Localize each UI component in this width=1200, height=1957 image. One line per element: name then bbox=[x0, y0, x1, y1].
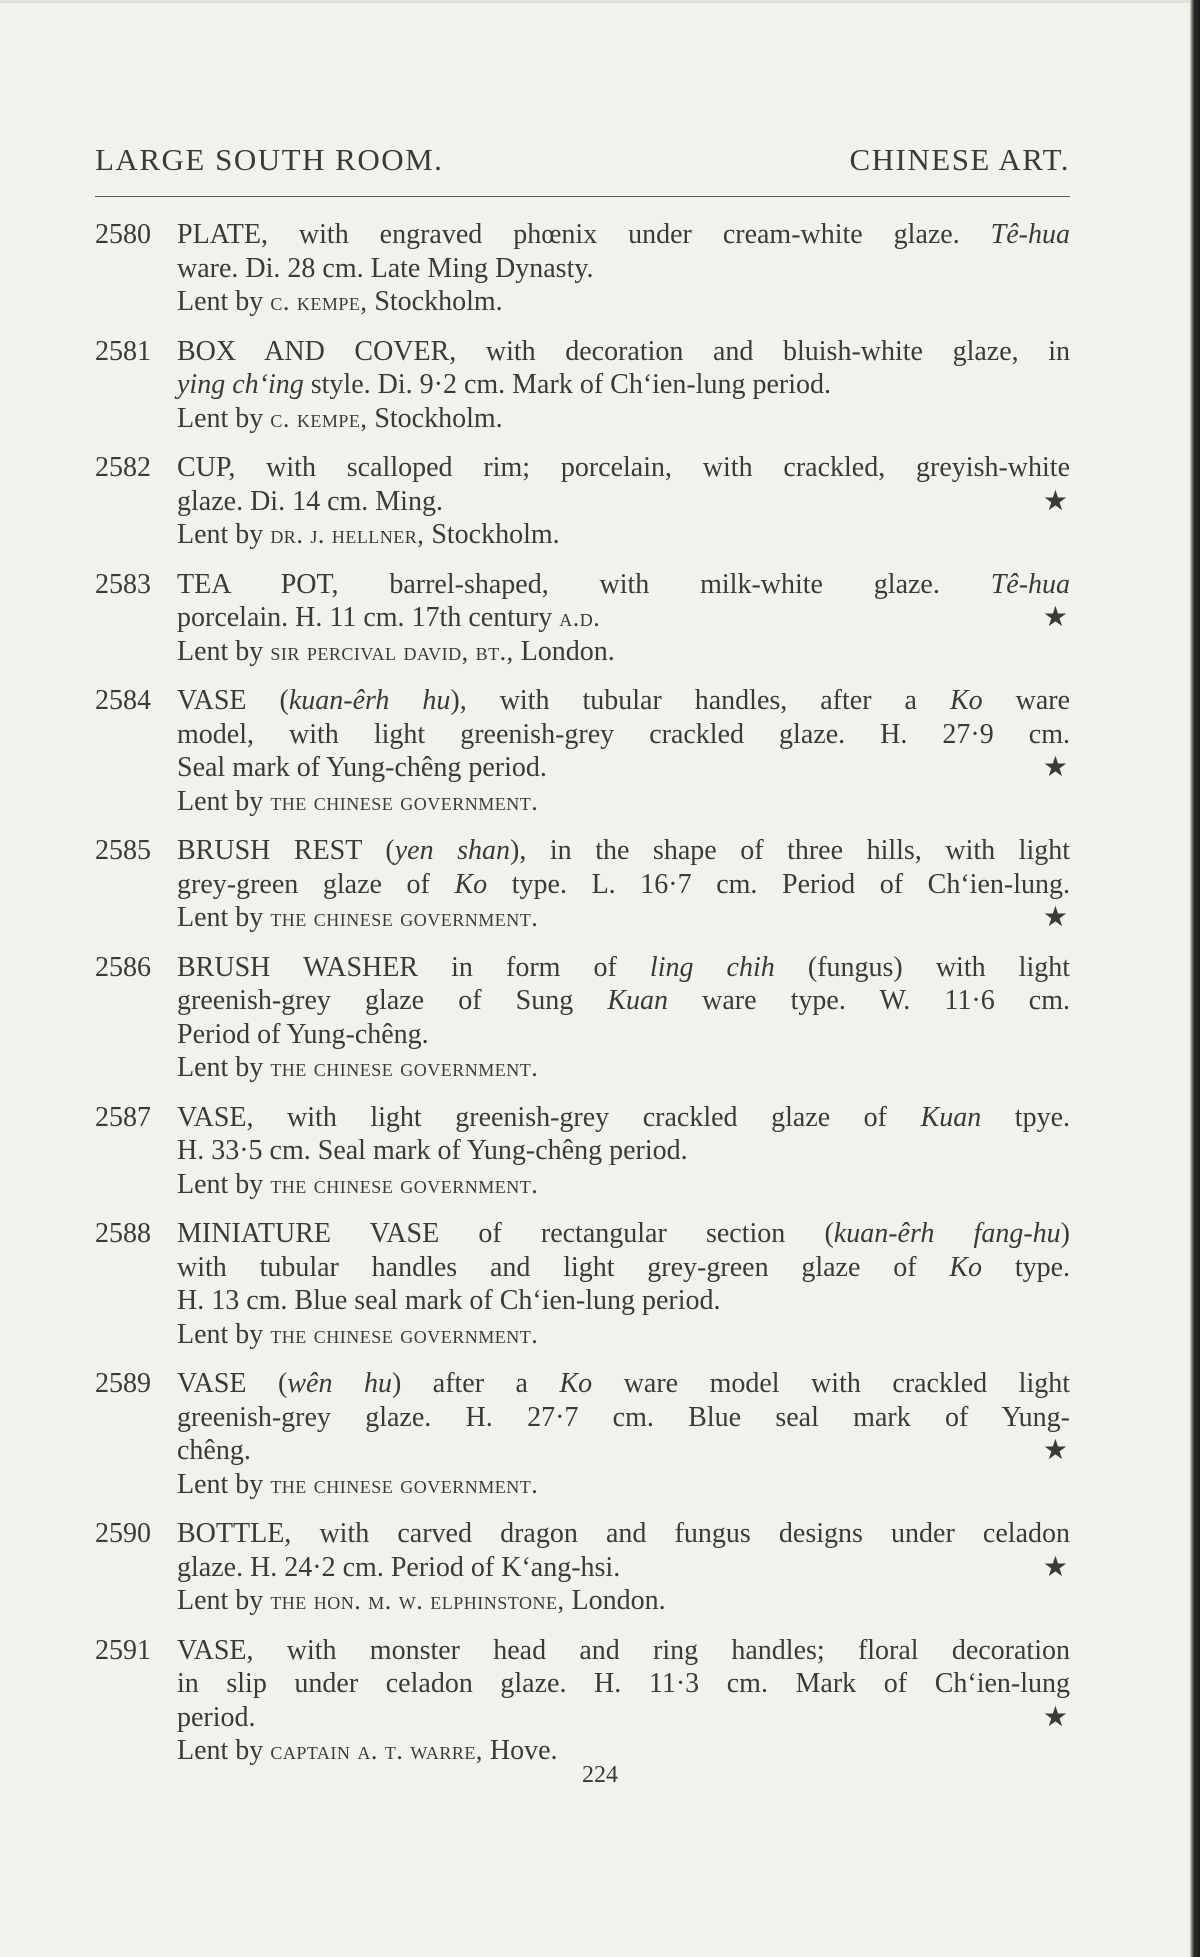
lender-name: the chinese government. bbox=[270, 1319, 539, 1349]
entry-italic: Tê-hua bbox=[990, 568, 1071, 600]
lent-by: Lent by bbox=[177, 1168, 264, 1200]
entry-line bbox=[177, 984, 1070, 1018]
star-icon: ★ bbox=[1042, 752, 1068, 783]
entry-line: BOTTLE, with carved dragon and fungus designs under celadon bbox=[177, 1518, 1070, 1549]
running-head-right: CHINESE ART. bbox=[849, 142, 1070, 177]
entry-text: porcelain. H. 11 cm. 17th century bbox=[177, 602, 553, 633]
lent-by: Lent by bbox=[177, 1585, 264, 1616]
entry-number: 2580 bbox=[95, 219, 151, 250]
entry-number: 2584 bbox=[95, 685, 151, 716]
entry-2581 bbox=[95, 335, 1070, 436]
star-icon: ★ bbox=[1042, 1701, 1068, 1733]
lender-name: the chinese government. bbox=[270, 786, 539, 816]
entry-line bbox=[177, 1434, 1070, 1468]
entry-2589 bbox=[95, 1367, 1070, 1501]
entry-2587 bbox=[95, 1101, 1070, 1202]
entry-lender bbox=[177, 785, 1070, 819]
lender-name: the chinese government. bbox=[270, 1053, 539, 1082]
star-icon: ★ bbox=[1042, 1435, 1068, 1466]
entry-italic: kuan-êrh fang-hu bbox=[833, 1218, 1061, 1249]
page-top-edge bbox=[0, 0, 1190, 3]
lender-place: Stockholm. bbox=[431, 519, 560, 550]
entry-line: ware. Di. 28 cm. Late Ming Dynasty. bbox=[177, 252, 594, 284]
entry-text: Seal mark of Yung-chêng period. bbox=[177, 752, 547, 783]
entry-2591 bbox=[95, 1634, 1070, 1768]
entry-italic: Ko bbox=[949, 1251, 983, 1283]
star-icon: ★ bbox=[1042, 902, 1068, 933]
entry-line bbox=[177, 485, 1070, 519]
lent-by: Lent by bbox=[177, 1735, 264, 1766]
entry-text: BRUSH WASHER in form of bbox=[177, 951, 617, 983]
entry-text: BRUSH REST ( bbox=[177, 835, 395, 866]
entry-text: glaze. Di. 14 cm. Ming. bbox=[177, 485, 443, 517]
entry-2584 bbox=[95, 684, 1070, 818]
header-rule bbox=[95, 196, 1070, 197]
entry-lender bbox=[177, 402, 1070, 436]
era-abbrev: a.d. bbox=[559, 603, 601, 632]
lender-place: Hove. bbox=[489, 1735, 558, 1766]
entry-2585 bbox=[95, 834, 1070, 935]
lender-name: the chinese government. bbox=[270, 903, 539, 932]
entry-text: (fungus) with light bbox=[807, 951, 1071, 983]
entry-text: ware bbox=[1015, 685, 1071, 716]
lender-name: c. kempe, bbox=[270, 287, 368, 316]
entry-line: greenish-grey glaze. H. 27·7 cm. Blue seal mark of Yung- bbox=[177, 1401, 1070, 1433]
entry-text: chêng. bbox=[177, 1435, 251, 1466]
entry-italic: Kuan bbox=[607, 985, 669, 1016]
lender-name: the hon. m. w. elphinstone, bbox=[270, 1586, 565, 1615]
lender-place: Stockholm. bbox=[374, 286, 503, 317]
entry-text: style. Di. 9·2 cm. Mark of Ch‘ien-lung period. bbox=[310, 369, 831, 400]
entry-line bbox=[177, 1367, 1070, 1401]
entry-text: ), in the shape of three hills, with light bbox=[510, 835, 1070, 866]
entry-line bbox=[177, 1551, 1070, 1585]
entry-italic: Kuan bbox=[920, 1101, 982, 1133]
entry-number: 2590 bbox=[95, 1518, 151, 1549]
entry-italic: ying ch‘ing bbox=[177, 369, 304, 400]
entry-2580 bbox=[95, 218, 1070, 319]
entry-line bbox=[177, 751, 1070, 785]
entry-text: type. L. 16·7 cm. Period of Ch‘ien-lung. bbox=[511, 868, 1070, 900]
entry-line bbox=[177, 1217, 1070, 1251]
entry-number: 2583 bbox=[95, 568, 151, 600]
entry-lender bbox=[177, 1468, 1070, 1502]
lent-by: Lent by bbox=[177, 519, 264, 550]
entry-2582 bbox=[95, 451, 1070, 552]
star-icon: ★ bbox=[1042, 602, 1068, 633]
entry-line bbox=[177, 601, 1070, 635]
entry-number: 2582 bbox=[95, 452, 151, 483]
entry-italic: Ko bbox=[454, 868, 488, 900]
entry-lender bbox=[177, 1168, 1070, 1202]
entry-italic: Ko bbox=[559, 1368, 593, 1399]
lender-name: c. kempe, bbox=[270, 403, 368, 433]
entry-text: VASE ( bbox=[177, 1368, 288, 1399]
lender-place: London. bbox=[571, 1585, 666, 1616]
entry-line: Period of Yung-chêng. bbox=[177, 1018, 429, 1050]
entry-line: H. 13 cm. Blue seal mark of Ch‘ien-lung period. bbox=[177, 1285, 721, 1316]
entry-lender bbox=[177, 518, 1070, 552]
lent-by: Lent by bbox=[177, 902, 264, 933]
entry-text: greenish-grey glaze of Sung bbox=[177, 985, 574, 1016]
entry-text: MINIATURE VASE of rectangular section ( bbox=[177, 1218, 834, 1249]
entry-text: ), with tubular handles, after a bbox=[450, 685, 917, 716]
entry-text: type. bbox=[1014, 1251, 1071, 1283]
entry-italic: Ko bbox=[949, 685, 983, 716]
entry-line bbox=[177, 1701, 1070, 1735]
entry-text: ware model with crackled light bbox=[623, 1368, 1070, 1399]
lender-name: dr. j. hellner, bbox=[270, 520, 425, 549]
entry-italic: wên hu bbox=[287, 1368, 392, 1399]
entry-text: with tubular handles and light grey-green glaze of bbox=[177, 1251, 917, 1283]
lent-by: Lent by bbox=[177, 1052, 264, 1083]
lent-by: Lent by bbox=[177, 286, 264, 317]
entry-line bbox=[177, 218, 1070, 252]
star-icon: ★ bbox=[1042, 485, 1068, 517]
entry-number: 2591 bbox=[95, 1634, 151, 1666]
entry-line: CUP, with scalloped rim; porcelain, with crackled, greyish-white bbox=[177, 452, 1070, 483]
lender-place: Stockholm. bbox=[374, 402, 503, 434]
lent-by: Lent by bbox=[177, 402, 264, 434]
entry-line bbox=[177, 368, 1070, 402]
entry-text: grey-green glaze of bbox=[177, 868, 430, 900]
entry-italic: yen shan bbox=[394, 835, 511, 866]
running-head bbox=[95, 142, 1070, 178]
entry-line: BOX AND COVER, with decoration and bluish-white glaze, in bbox=[177, 335, 1070, 367]
lent-by: Lent by bbox=[177, 785, 264, 817]
lent-by: Lent by bbox=[177, 1318, 264, 1350]
entry-line bbox=[177, 684, 1070, 718]
entry-text: tpye. bbox=[1014, 1101, 1071, 1133]
entry-line: H. 33·5 cm. Seal mark of Yung-chêng period. bbox=[177, 1135, 688, 1166]
entry-2590 bbox=[95, 1517, 1070, 1618]
entry-line bbox=[177, 568, 1070, 602]
entry-number: 2586 bbox=[95, 951, 151, 983]
entry-italic: Tê-hua bbox=[990, 219, 1070, 250]
page-binding-edge bbox=[1190, 0, 1200, 1957]
entry-text: glaze. H. 24·2 cm. Period of K‘ang-hsi. bbox=[177, 1551, 621, 1583]
entry-line bbox=[177, 868, 1070, 902]
entry-text: VASE, with light greenish-grey crackled glaze of bbox=[177, 1101, 888, 1133]
entry-lender bbox=[177, 1584, 1070, 1618]
entry-text: PLATE, with engraved phœnix under cream-white glaze. bbox=[177, 219, 960, 250]
entry-text: VASE ( bbox=[177, 685, 289, 716]
entry-line: VASE, with monster head and ring handles; floral decoration bbox=[177, 1634, 1070, 1666]
entry-number: 2581 bbox=[95, 335, 151, 367]
entry-text: ) after a bbox=[391, 1368, 528, 1399]
star-icon: ★ bbox=[1042, 1551, 1068, 1583]
lent-by: Lent by bbox=[177, 1468, 264, 1500]
entry-lender bbox=[177, 1318, 1070, 1352]
entry-number: 2588 bbox=[95, 1218, 151, 1249]
entry-line: model, with light greenish-grey crackled glaze. H. 27·9 cm. bbox=[177, 718, 1070, 750]
entry-line bbox=[177, 1251, 1070, 1285]
entry-2586 bbox=[95, 951, 1070, 1085]
lender-name: captain a. t. warre, bbox=[270, 1736, 483, 1765]
entry-lender bbox=[177, 285, 1070, 319]
entry-text: ) bbox=[1060, 1218, 1070, 1249]
entry-number: 2587 bbox=[95, 1101, 151, 1133]
running-head-left: LARGE SOUTH ROOM. bbox=[95, 142, 444, 177]
entry-text: ware type. W. 11·6 cm. bbox=[702, 985, 1071, 1016]
entry-text: TEA POT, barrel-shaped, with milk-white glaze. bbox=[177, 568, 940, 600]
entry-number: 2585 bbox=[95, 835, 151, 866]
entry-line: in slip under celadon glaze. H. 11·3 cm. Mark of Ch‘ien-lung bbox=[177, 1668, 1070, 1699]
entry-2588 bbox=[95, 1217, 1070, 1351]
entry-italic: ling chih bbox=[649, 951, 775, 983]
entry-number: 2589 bbox=[95, 1368, 151, 1399]
entry-line bbox=[177, 1101, 1070, 1135]
entry-line bbox=[177, 834, 1070, 868]
lender-name: the chinese government. bbox=[270, 1169, 539, 1199]
lent-by: Lent by bbox=[177, 635, 264, 667]
lender-name: the chinese government. bbox=[270, 1469, 539, 1499]
entry-lender bbox=[177, 635, 1070, 669]
entry-2583 bbox=[95, 568, 1070, 669]
lender-name: sir percival david, bt., bbox=[270, 636, 514, 666]
catalogue-entries bbox=[95, 218, 1070, 1784]
entry-text: period. bbox=[177, 1701, 256, 1733]
entry-italic: kuan-êrh hu bbox=[288, 685, 451, 716]
entry-line bbox=[177, 951, 1070, 985]
entry-line bbox=[177, 901, 1070, 935]
entry-lender bbox=[177, 1051, 1070, 1085]
lender-place: London. bbox=[520, 635, 615, 667]
page-number: 224 bbox=[582, 1762, 618, 1788]
